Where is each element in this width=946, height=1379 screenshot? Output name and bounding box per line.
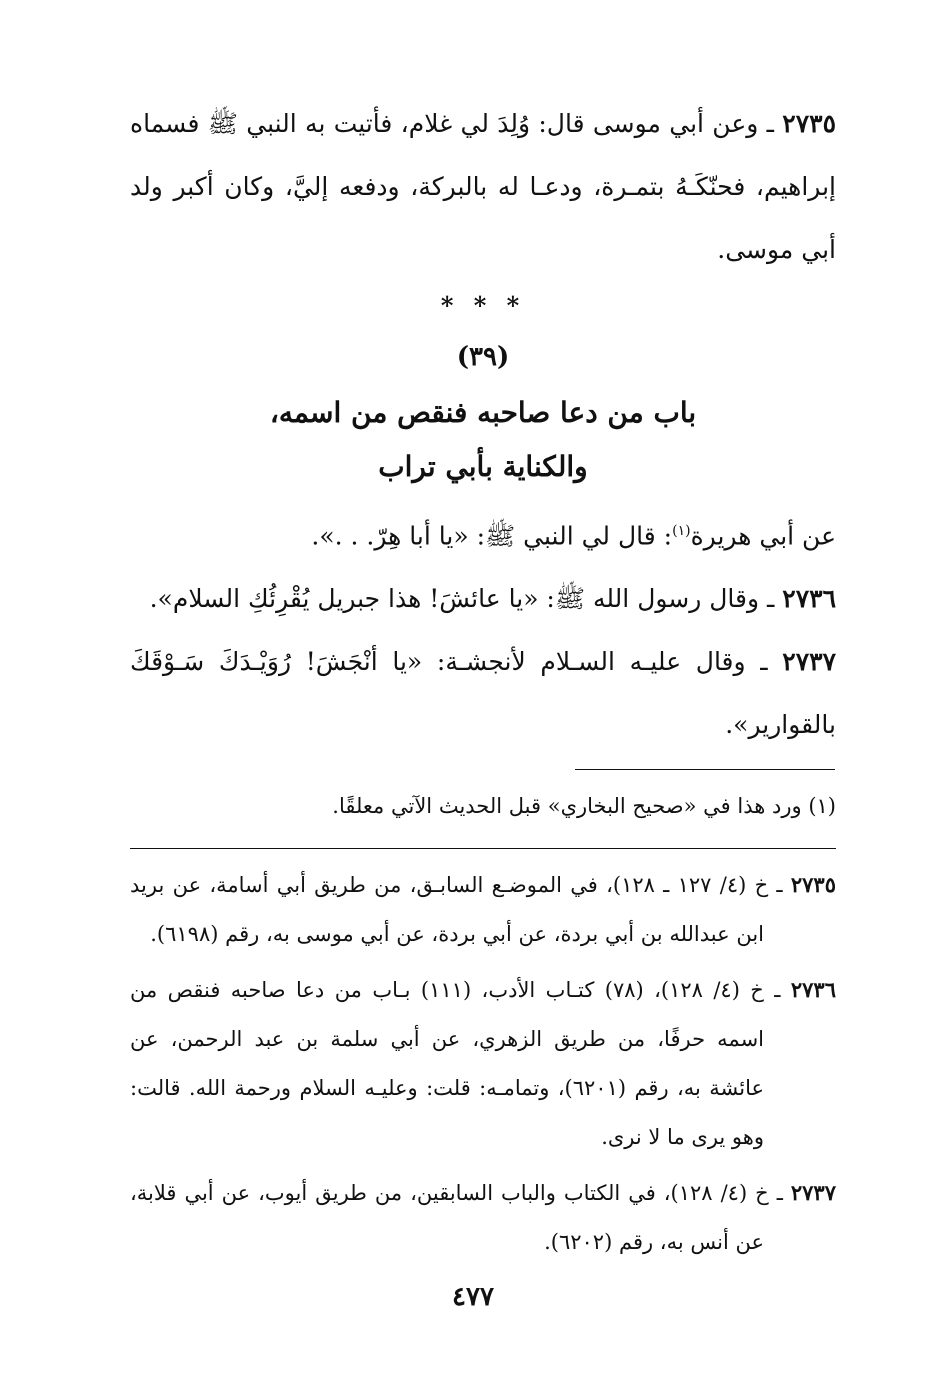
- reference-number: ٢٧٣٦: [790, 977, 836, 1002]
- hadith-2737: [130, 630, 836, 756]
- footnote-number: (١): [808, 794, 836, 818]
- hadith-2735: [130, 92, 836, 281]
- footnote-text: ورد هذا في «صحيح البخاري» قبل الحديث الآتي معلقًا.: [332, 794, 802, 818]
- hadith-2736: [130, 567, 836, 630]
- footnote: [130, 786, 836, 826]
- chapter-number: (٣٩): [456, 342, 510, 372]
- hadith-number: ٢٧٣٧: [782, 647, 836, 677]
- footnote-marker: (١): [672, 523, 691, 539]
- reference-number: ٢٧٣٥: [790, 872, 836, 897]
- reference-text: ـ خ (٤/ ١٢٨)، في الكتاب والباب السابقين، من طريق أيوب، عن أبي قلابة، عن أنس به، رقم (٦٢٠٢).: [130, 1181, 783, 1254]
- hadith-text: ـ وقال رسول الله ﷺ: «يا عائشَ! هذا جبريل يُقْرِئُكِ السلام».: [149, 584, 775, 614]
- reference-item: [130, 965, 836, 1162]
- section-separator: * * *: [440, 291, 526, 320]
- chapter-title: [130, 386, 836, 494]
- hadith-text: ـ وقال عليـه السـلام لأنجشـة: «يا أنْجَشَ! رُوَيْـدَكَ سَـوْقَكَ بالقوارير».: [130, 647, 836, 740]
- main-text: [130, 92, 836, 756]
- chapter-intro: [130, 500, 836, 567]
- hadith-text: ـ وعن أبي موسى قال: وُلِدَ لي غلام، فأتيت به النبي ﷺ فسماه إبراهيم، فحنّكَـهُ بتمـرة، ودعـا له بالبركة، ودفعه إليَّ، وكان أكبر ولد أبي موسى.: [130, 109, 836, 264]
- references: [130, 860, 836, 1273]
- reference-item: [130, 860, 836, 959]
- intro-text-after: : قال لي النبي ﷺ: «يا أبا هِرّ. . .».: [311, 521, 673, 551]
- reference-item: [130, 1168, 836, 1267]
- references-separator: [130, 848, 836, 849]
- page-number: ٤٧٧: [452, 1282, 494, 1312]
- hadith-number: ٢٧٣٥: [782, 109, 836, 138]
- chapter-title-line1: باب من دعا صاحبه فنقص من اسمه،: [269, 396, 697, 429]
- footnote-divider: [575, 769, 835, 770]
- hadith-number: ٢٧٣٦: [782, 584, 836, 614]
- reference-text: ـ خ (٤/ ١٢٨)، (٧٨) كتـاب الأدب، (١١١) بـاب من دعا صاحبه فنقص من اسمه حرفًا، من طريق الزهري، عن أبي سلمة بن عبد الرحمن، عن عائشة به، رقم (٦٢٠١)، وتمامـه: قلت: وعليـه السلام ورحمة الله. قالت: وهو يرى ما لا نرى.: [130, 978, 781, 1149]
- reference-number: ٢٧٣٧: [790, 1180, 836, 1205]
- chapter-title-line2: والكناية بأبي تراب: [378, 450, 588, 483]
- intro-text-before: عن أبي هريرة: [690, 521, 836, 551]
- reference-text: ـ خ (٤/ ١٢٧ ـ ١٢٨)، في الموضـع السابـق، من طريق أبي أسامة، عن بريد ابن عبدالله بن أبي بردة، عن أبي بردة، عن أبي موسى به، رقم (٦١٩٨).: [130, 873, 783, 946]
